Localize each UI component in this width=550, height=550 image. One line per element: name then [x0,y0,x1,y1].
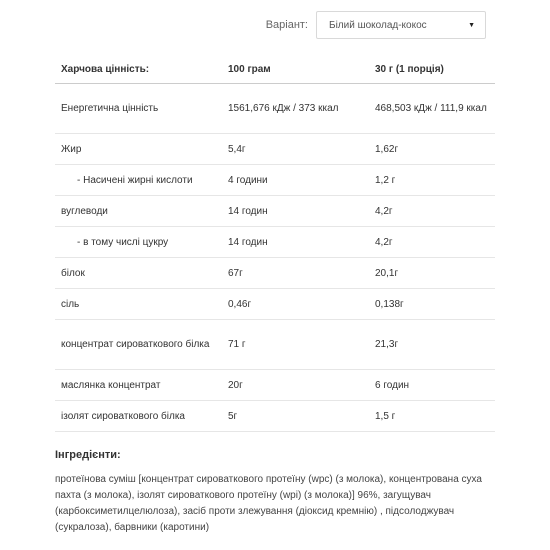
value-serving: 1,2 г [369,165,495,196]
nutrient-name: - в тому числі цукру [55,227,222,258]
value-100g: 14 годин [222,196,369,227]
variant-selected-value: Білий шоколад-кокос [329,19,427,31]
chevron-down-icon: ▼ [468,21,475,29]
header-nutrition: Харчова цінність: [55,55,222,84]
value-serving: 20,1г [369,258,495,289]
table-row [55,289,495,320]
nutrition-table [55,55,495,432]
value-serving: 4,2г [369,227,495,258]
table-row [55,370,495,401]
table-row [55,320,495,370]
value-serving: 4,2г [369,196,495,227]
ingredients-title: Інгредієнти: [55,449,121,461]
table-row [55,165,495,196]
nutrient-name: маслянка концентрат [55,370,222,401]
value-serving: 468,503 кДж / 111,9 ккал [369,84,495,134]
table-row [55,401,495,432]
nutrient-name: Енергетична цінність [55,84,222,134]
nutrient-name: ізолят сироваткового білка [55,401,222,432]
value-serving: 6 годин [369,370,495,401]
value-serving: 1,5 г [369,401,495,432]
nutrient-name: Жир [55,134,222,165]
value-100g: 4 години [222,165,369,196]
value-100g: 5г [222,401,369,432]
value-serving: 21,3г [369,320,495,370]
variant-label: Варіант: [265,19,308,31]
nutrient-name: вуглеводи [55,196,222,227]
table-header-row [55,55,495,84]
nutrient-name: білок [55,258,222,289]
header-per-100g: 100 грам [222,55,369,84]
table-row [55,258,495,289]
table-row [55,84,495,134]
value-100g: 5,4г [222,134,369,165]
value-serving: 1,62г [369,134,495,165]
value-100g: 0,46г [222,289,369,320]
value-100g: 1561,676 кДж / 373 ккал [222,84,369,134]
header-per-serving: 30 г (1 порція) [369,55,495,84]
variant-dropdown[interactable] [316,11,486,39]
table-row [55,134,495,165]
value-100g: 71 г [222,320,369,370]
value-100g: 67г [222,258,369,289]
variant-selector-row [266,11,486,39]
value-serving: 0,138г [369,289,495,320]
table-row [55,196,495,227]
nutrient-name: - Насичені жирні кислоти [55,165,222,196]
ingredients-text: протеїнова суміш [концентрат сироваткового протеїну (wpc) (з молока), концентрована суха пахта (з молока), ізолят сироваткового протеїну (wpi) (з молока)] 96%, загущувач (карбоксиметилцелюлоза), засіб проти злежування (діоксид кремнію) , підсолоджувач (сукралоза), барвники (каротини) [55,474,482,533]
value-100g: 20г [222,370,369,401]
nutrient-name: концентрат сироваткового білка [55,320,222,370]
nutrient-name: сіль [55,289,222,320]
table-row [55,227,495,258]
value-100g: 14 годин [222,227,369,258]
